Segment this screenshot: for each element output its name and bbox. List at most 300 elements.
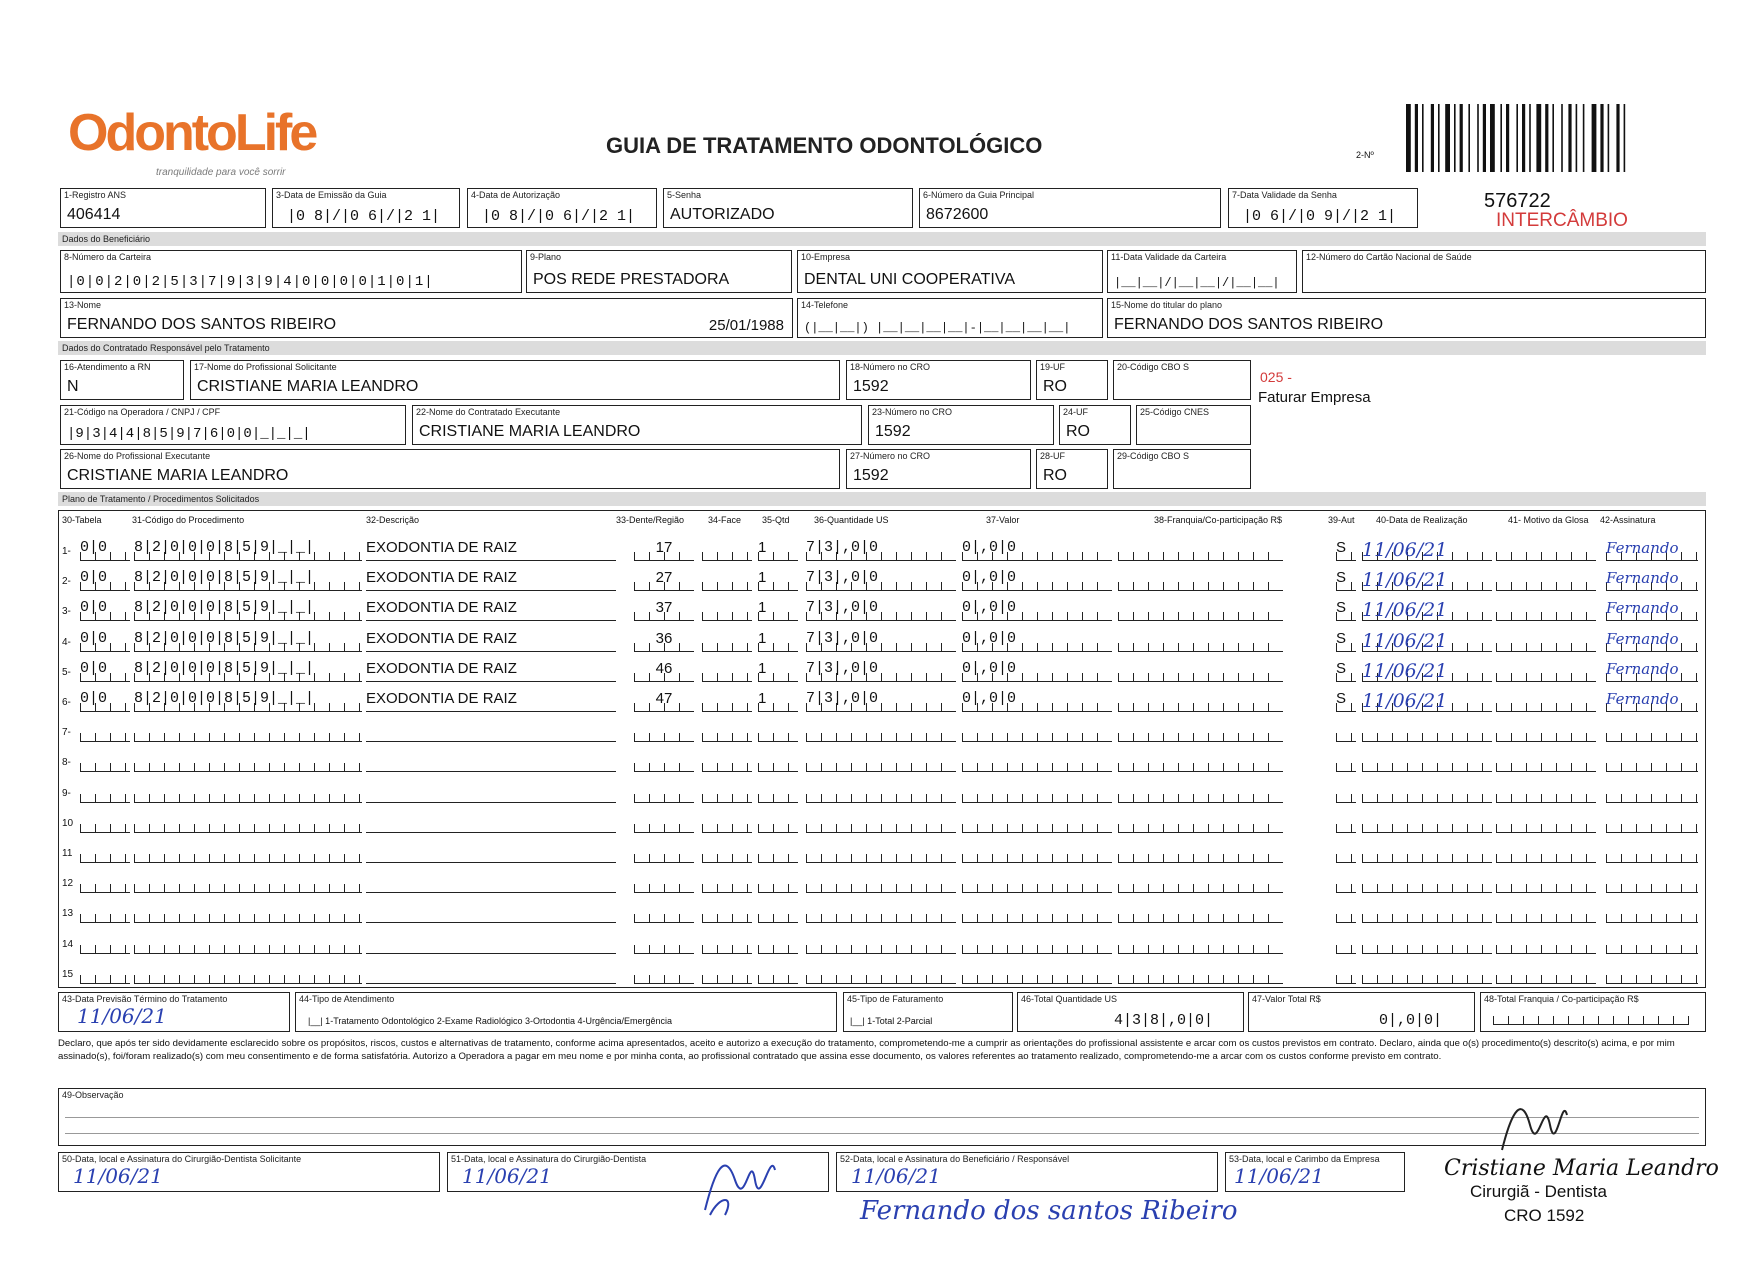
barcode-bar [1568,104,1571,172]
cell-descricao[interactable] [366,720,616,742]
cell-data[interactable] [1362,932,1492,954]
guide-number-label: 2-Nº [1356,150,1374,160]
total-us-field[interactable]: 46-Total Quantidade US 4|3|8|,0|0| [1017,992,1244,1032]
barcode-bar [1516,104,1518,172]
cell-glosa[interactable] [1496,720,1596,742]
cell-aut[interactable] [1336,811,1356,833]
observacao-field[interactable]: 49-Observação [58,1088,1706,1146]
cell-qtd[interactable]: 1 [758,660,798,682]
cell-qtd[interactable] [758,811,798,833]
cell-descricao[interactable]: EXODONTIA DE RAIZ [366,569,616,591]
cell-tabela[interactable]: 0|0 [80,660,130,682]
cell-data[interactable] [1362,720,1492,742]
table-row[interactable] [62,535,1702,565]
cell-aut[interactable]: S [1336,539,1356,561]
cell-descricao[interactable] [366,962,616,984]
cell-aut[interactable] [1336,871,1356,893]
row-number: 7- [62,727,71,739]
cro-contratado-field[interactable]: 23-Número no CRO 1592 [868,405,1054,445]
note-text: Faturar Empresa [1258,389,1371,406]
cbo-executante-field[interactable]: 29-Código CBO S [1113,449,1251,489]
senha-field[interactable]: 5-Senha AUTORIZADO [663,188,913,228]
table-row[interactable] [62,746,1702,776]
cell-qtd[interactable] [758,750,798,772]
cell-us[interactable] [806,841,956,863]
cell-face[interactable] [702,539,752,561]
cell-codigo[interactable]: 8|2|0|0|0|8|5|9|_|_| [134,569,362,591]
cell-us[interactable] [806,962,956,984]
cell-dente[interactable] [634,962,694,984]
prof-executante-field[interactable]: 26-Nome do Profissional Executante CRISTIANE MARIA LEANDRO [60,449,840,489]
cell-aut[interactable]: S [1336,569,1356,591]
uf-contratado-field[interactable]: 24-UF RO [1059,405,1131,445]
cell-data[interactable] [1362,962,1492,984]
cell-glosa[interactable] [1496,962,1596,984]
cell-qtd[interactable] [758,841,798,863]
cell-face[interactable] [702,720,752,742]
cell-franquia[interactable] [1118,539,1283,561]
uf-solicitante-field[interactable]: 19-UF RO [1036,360,1108,400]
table-row[interactable] [62,867,1702,897]
cell-codigo[interactable] [134,720,362,742]
cell-valor[interactable] [962,750,1112,772]
cell-valor[interactable] [962,841,1112,863]
cbo-solicitante-field[interactable]: 20-Código CBO S [1113,360,1251,400]
cell-glosa[interactable] [1496,841,1596,863]
cell-us[interactable]: 7|3|,0|0 [806,660,956,682]
row-number: 15 [62,968,74,980]
cell-aut[interactable]: S [1336,690,1356,712]
cell-descricao[interactable] [366,750,616,772]
cell-tabela[interactable] [80,901,130,923]
cell-qtd[interactable] [758,932,798,954]
cell-valor[interactable] [962,932,1112,954]
header-franquia: 38-Franquia/Co-participação R$ [1154,515,1283,525]
barcode-bar [1445,104,1450,172]
cell-glosa[interactable] [1496,811,1596,833]
cell-franquia[interactable] [1118,811,1283,833]
cell-dente[interactable]: 17 [634,539,694,561]
cell-aut[interactable] [1336,841,1356,863]
total-franquia-ticks [1493,1013,1689,1025]
barcode-bar [1454,104,1456,172]
cell-us[interactable] [806,781,956,803]
cell-face[interactable] [702,811,752,833]
barcode-bar [1608,104,1610,172]
cell-face[interactable] [702,750,752,772]
atendimento-rn-field[interactable]: 16-Atendimento a RN N [60,360,184,400]
table-row[interactable] [62,928,1702,958]
tipo-faturamento-field[interactable]: 45-Tipo de Faturamento |__| 1-Total 2-Parcial [843,992,1013,1032]
table-row[interactable] [62,837,1702,867]
cell-assinatura[interactable] [1606,932,1698,954]
cell-codigo[interactable] [134,841,362,863]
cell-descricao[interactable] [366,841,616,863]
cell-codigo[interactable] [134,932,362,954]
cell-data[interactable] [1362,901,1492,923]
table-row[interactable] [62,897,1702,927]
note-code: 025 - [1260,369,1292,385]
cell-data[interactable]: 11/06/21 [1362,660,1492,682]
row-number: 3- [62,606,71,618]
barcode-bar [1490,104,1495,172]
row-number: 4- [62,636,71,648]
barcode-bar [1545,104,1548,172]
cell-glosa[interactable] [1496,750,1596,772]
table-row[interactable] [62,716,1702,746]
row-number: 2- [62,576,71,588]
barcode-bar [1506,104,1509,172]
cell-franquia[interactable] [1118,871,1283,893]
cro-executante-field[interactable]: 27-Número no CRO 1592 [846,449,1031,489]
cell-dente[interactable]: 47 [634,690,694,712]
cell-face[interactable] [702,901,752,923]
cell-assinatura[interactable] [1606,811,1698,833]
logo-brand: OdontoLife [68,104,316,162]
cell-data[interactable]: 11/06/21 [1362,539,1492,561]
cell-face[interactable] [702,841,752,863]
cell-franquia[interactable] [1118,841,1283,863]
cell-valor[interactable] [962,811,1112,833]
guia-principal-field[interactable]: 6-Número da Guia Principal 8672600 [919,188,1221,228]
barcode-bar [1600,104,1603,172]
cell-data[interactable] [1362,811,1492,833]
cell-codigo[interactable]: 8|2|0|0|0|8|5|9|_|_| [134,539,362,561]
titular-field[interactable]: 15-Nome do titular do plano FERNANDO DOS SANTOS RIBEIRO [1107,298,1706,338]
barcode-bar [1438,104,1440,172]
total-franquia-field[interactable]: 48-Total Franquia / Co-participação R$ [1480,992,1706,1032]
cell-aut[interactable] [1336,750,1356,772]
cell-data[interactable] [1362,841,1492,863]
prof-solicitante-field[interactable]: 17-Nome do Profissional Solicitante CRISTIANE MARIA LEANDRO [190,360,840,400]
cell-tabela[interactable] [80,720,130,742]
cell-dente[interactable]: 27 [634,569,694,591]
barcode-bar [1552,104,1554,172]
cell-us[interactable] [806,932,956,954]
cell-dente[interactable]: 37 [634,599,694,621]
observacao-line-1 [65,1117,1699,1118]
cell-data[interactable] [1362,871,1492,893]
cell-qtd[interactable] [758,901,798,923]
cell-codigo[interactable] [134,871,362,893]
cell-codigo[interactable]: 8|2|0|0|0|8|5|9|_|_| [134,690,362,712]
cell-franquia[interactable] [1118,660,1283,682]
cell-descricao[interactable]: EXODONTIA DE RAIZ [366,630,616,652]
cell-franquia[interactable] [1118,599,1283,621]
cell-valor[interactable]: 0|,0|0 [962,630,1112,652]
cell-aut[interactable]: S [1336,599,1356,621]
cell-glosa[interactable] [1496,599,1596,621]
cell-glosa[interactable] [1496,871,1596,893]
cell-codigo[interactable]: 8|2|0|0|0|8|5|9|_|_| [134,660,362,682]
cell-qtd[interactable] [758,781,798,803]
cell-franquia[interactable] [1118,962,1283,984]
cell-glosa[interactable] [1496,901,1596,923]
cell-dente[interactable] [634,811,694,833]
cell-codigo[interactable] [134,962,362,984]
table-row[interactable] [62,656,1702,686]
cell-codigo[interactable] [134,811,362,833]
cell-glosa[interactable] [1496,932,1596,954]
cell-us[interactable] [806,901,956,923]
cell-data[interactable]: 11/06/21 [1362,630,1492,652]
cell-descricao[interactable] [366,901,616,923]
cell-data[interactable]: 11/06/21 [1362,569,1492,591]
cell-codigo[interactable] [134,750,362,772]
validade-carteira-field[interactable]: 11-Data Validade da Carteira |__|__|/|__|__|/|__|__| [1107,250,1297,293]
cell-face[interactable] [702,781,752,803]
row-number: 1- [62,546,71,557]
cell-face[interactable] [702,630,752,652]
cell-assinatura[interactable]: Fernando [1606,660,1698,682]
cell-assinatura[interactable] [1606,750,1698,772]
cell-us[interactable] [806,811,956,833]
signature-50[interactable]: 50-Data, local e Assinatura do Cirurgião-Dentista Solicitante 11/06/21 [58,1152,440,1192]
cell-franquia[interactable] [1118,569,1283,591]
cell-valor[interactable]: 0|,0|0 [962,539,1112,561]
plano-field[interactable]: 9-Plano POS REDE PRESTADORA [526,250,792,293]
cell-qtd[interactable]: 1 [758,630,798,652]
cell-glosa[interactable] [1496,690,1596,712]
cell-us[interactable]: 7|3|,0|0 [806,569,956,591]
cell-data[interactable]: 11/06/21 [1362,599,1492,621]
cell-glosa[interactable] [1496,539,1596,561]
cell-franquia[interactable] [1118,720,1283,742]
valor-total-field[interactable]: 47-Valor Total R$ 0|,0|0| [1248,992,1475,1032]
row-number: 10 [62,817,74,829]
tipo-atendimento-field[interactable]: 44-Tipo de Atendimento |__| 1-Tratamento Odontológico 2-Exame Radiológico 3-Ortodontia 4-Urgência/Emergência [295,992,837,1032]
header-qtd-us: 36-Quantidade US [814,515,889,525]
header-assinatura: 42-Assinatura [1600,515,1656,525]
cell-descricao[interactable] [366,932,616,954]
cell-valor[interactable] [962,962,1112,984]
cartao-nacional-field[interactable]: 12-Número do Cartão Nacional de Saúde [1302,250,1706,293]
cell-descricao[interactable]: EXODONTIA DE RAIZ [366,690,616,712]
cell-franquia[interactable] [1118,750,1283,772]
cell-valor[interactable]: 0|,0|0 [962,690,1112,712]
cell-descricao[interactable] [366,871,616,893]
cell-dente[interactable] [634,932,694,954]
cell-codigo[interactable] [134,901,362,923]
cell-codigo[interactable]: 8|2|0|0|0|8|5|9|_|_| [134,599,362,621]
cell-qtd[interactable] [758,871,798,893]
cell-tabela[interactable] [80,841,130,863]
barcode-bar [1431,104,1434,172]
cell-codigo[interactable] [134,781,362,803]
cell-aut[interactable]: S [1336,660,1356,682]
cell-codigo[interactable]: 8|2|0|0|0|8|5|9|_|_| [134,630,362,652]
table-row[interactable] [62,807,1702,837]
guide-number: 576722 [1484,190,1551,212]
header-valor: 37-Valor [986,515,1020,525]
cell-face[interactable] [702,871,752,893]
cell-franquia[interactable] [1118,781,1283,803]
cell-tabela[interactable]: 0|0 [80,599,130,621]
cell-valor[interactable] [962,781,1112,803]
cell-valor[interactable] [962,871,1112,893]
signature-51[interactable]: 51-Data, local e Assinatura do Cirurgião-Dentista 11/06/21 [447,1152,829,1192]
cell-qtd[interactable]: 1 [758,569,798,591]
cell-tabela[interactable]: 0|0 [80,539,130,561]
signature-53[interactable]: 53-Data, local e Carimbo da Empresa 11/06/21 [1225,1152,1405,1192]
stamp-cro: CRO 1592 [1504,1206,1585,1225]
validade-senha-field[interactable]: 7-Data Validade da Senha |0 6|/|0 9|/|2 1| [1228,188,1418,228]
cell-assinatura[interactable] [1606,781,1698,803]
row-number: 6- [62,697,71,708]
cell-assinatura[interactable] [1606,720,1698,742]
cell-glosa[interactable] [1496,630,1596,652]
table-row[interactable] [62,958,1702,988]
cell-us[interactable] [806,720,956,742]
cell-dente[interactable] [634,871,694,893]
contratado-executante-field[interactable]: 22-Nome do Contratado Executante CRISTIANE MARIA LEANDRO [412,405,862,445]
cell-assinatura[interactable]: Fernando [1606,599,1698,621]
codigo-operadora-field[interactable]: 21-Código na Operadora / CNPJ / CPF |9|3|4|4|8|5|9|7|6|0|0|_|_|_| [60,405,406,445]
cell-descricao[interactable]: EXODONTIA DE RAIZ [366,660,616,682]
cell-qtd[interactable] [758,962,798,984]
cell-franquia[interactable] [1118,932,1283,954]
cell-glosa[interactable] [1496,660,1596,682]
barcode-bar [1592,104,1597,172]
cell-face[interactable] [702,569,752,591]
cell-descricao[interactable]: EXODONTIA DE RAIZ [366,599,616,621]
cell-dente[interactable] [634,901,694,923]
header-face: 34-Face [708,515,742,525]
barcode-bar [1460,104,1463,172]
cell-tabela[interactable] [80,811,130,833]
cell-aut[interactable] [1336,932,1356,954]
cell-aut[interactable] [1336,781,1356,803]
cell-glosa[interactable] [1496,781,1596,803]
barcode-bar [1536,104,1541,172]
cell-assinatura[interactable] [1606,962,1698,984]
section-contratado: Dados do Contratado Responsável pelo Tratamento [58,341,1706,355]
carteira-field[interactable]: 8-Número da Carteira |0|0|2|0|2|5|3|7|9|3|9|4|0|0|0|0|1|0|1| [60,250,522,293]
uf-executante-field[interactable]: 28-UF RO [1036,449,1108,489]
row-number: 8- [62,757,71,769]
cell-data[interactable]: 11/06/21 [1362,690,1492,712]
cell-qtd[interactable] [758,720,798,742]
signature-52[interactable]: 52-Data, local e Assinatura do Beneficiário / Responsável 11/06/21 [836,1152,1218,1192]
cell-us[interactable]: 7|3|,0|0 [806,539,956,561]
cell-qtd[interactable]: 1 [758,599,798,621]
barcode-bar [1406,104,1411,172]
cell-assinatura[interactable]: Fernando [1606,690,1698,712]
cell-dente[interactable] [634,841,694,863]
cell-descricao[interactable] [366,811,616,833]
cell-tabela[interactable]: 0|0 [80,569,130,591]
cell-franquia[interactable] [1118,630,1283,652]
telefone-field[interactable]: 14-Telefone (|__|__|) |__|__|__|__|-|__|__|__|__| [797,298,1103,338]
cell-descricao[interactable]: EXODONTIA DE RAIZ [366,539,616,561]
cell-us[interactable] [806,871,956,893]
cell-us[interactable]: 7|3|,0|0 [806,690,956,712]
cell-dente[interactable]: 36 [634,630,694,652]
cell-franquia[interactable] [1118,901,1283,923]
barcode-bar [1616,104,1619,172]
previsao-field[interactable]: 43-Data Previsão Término do Tratamento 11/06/21 [58,992,290,1032]
header-glosa: 41- Motivo da Glosa [1508,515,1589,525]
cell-aut[interactable] [1336,962,1356,984]
empresa-field[interactable]: 10-Empresa DENTAL UNI COOPERATIVA [797,250,1103,293]
cell-us[interactable]: 7|3|,0|0 [806,599,956,621]
cell-data[interactable] [1362,781,1492,803]
cell-face[interactable] [702,932,752,954]
cell-tabela[interactable] [80,781,130,803]
data-autorizacao-field[interactable]: 4-Data de Autorização |0 8|/|0 6|/|2 1| [467,188,657,228]
cell-qtd[interactable]: 1 [758,539,798,561]
logo [68,104,316,185]
data-emissao-field[interactable]: 3-Data de Emissão da Guia |0 8|/|0 6|/|2 1| [272,188,460,228]
cro-solicitante-field[interactable]: 18-Número no CRO 1592 [846,360,1031,400]
stamp-signature-scribble [1492,1090,1572,1160]
cell-tabela[interactable] [80,750,130,772]
cell-assinatura[interactable]: Fernando [1606,539,1698,561]
cell-face[interactable] [702,660,752,682]
cell-dente[interactable] [634,750,694,772]
cell-tabela[interactable] [80,962,130,984]
cell-tabela[interactable] [80,871,130,893]
cell-valor[interactable]: 0|,0|0 [962,660,1112,682]
cnes-field[interactable]: 25-Código CNES [1136,405,1251,445]
cell-aut[interactable] [1336,901,1356,923]
nascimento-value: 25/01/1988 [708,317,784,334]
page-title: GUIA DE TRATAMENTO ODONTOLÓGICO [606,133,1043,158]
intercambio-stamp: INTERCÂMBIO [1496,210,1628,231]
table-row[interactable] [62,686,1702,716]
cell-face[interactable] [702,599,752,621]
cell-us[interactable] [806,750,956,772]
cell-face[interactable] [702,690,752,712]
cell-descricao[interactable] [366,781,616,803]
registro-ans-field[interactable]: 1-Registro ANS 406414 [60,188,266,228]
cell-valor[interactable]: 0|,0|0 [962,569,1112,591]
cell-glosa[interactable] [1496,569,1596,591]
table-row[interactable] [62,595,1702,625]
cell-dente[interactable]: 46 [634,660,694,682]
table-row[interactable] [62,626,1702,656]
cell-dente[interactable] [634,781,694,803]
cell-qtd[interactable]: 1 [758,690,798,712]
cell-valor[interactable] [962,901,1112,923]
cell-assinatura[interactable] [1606,841,1698,863]
cell-assinatura[interactable]: Fernando [1606,630,1698,652]
cell-franquia[interactable] [1118,690,1283,712]
cell-assinatura[interactable]: Fernando [1606,569,1698,591]
cell-face[interactable] [702,962,752,984]
cell-tabela[interactable]: 0|0 [80,630,130,652]
cell-valor[interactable]: 0|,0|0 [962,599,1112,621]
cell-assinatura[interactable] [1606,871,1698,893]
cell-tabela[interactable]: 0|0 [80,690,130,712]
row-number: 12 [62,878,74,890]
nome-field[interactable]: 13-Nome FERNANDO DOS SANTOS RIBEIRO 25/01/1988 [60,298,793,338]
cell-valor[interactable] [962,720,1112,742]
observacao-line-2 [65,1133,1699,1134]
table-row[interactable] [62,777,1702,807]
cell-aut[interactable]: S [1336,630,1356,652]
cell-assinatura[interactable] [1606,901,1698,923]
cell-tabela[interactable] [80,932,130,954]
table-row[interactable] [62,565,1702,595]
cell-dente[interactable] [634,720,694,742]
cell-aut[interactable] [1336,720,1356,742]
stamp-name: Cristiane Maria Leandro [1444,1156,1719,1181]
barcode-bar [1422,104,1424,172]
cell-data[interactable] [1362,750,1492,772]
cell-us[interactable]: 7|3|,0|0 [806,630,956,652]
row-number: 9- [62,787,71,799]
